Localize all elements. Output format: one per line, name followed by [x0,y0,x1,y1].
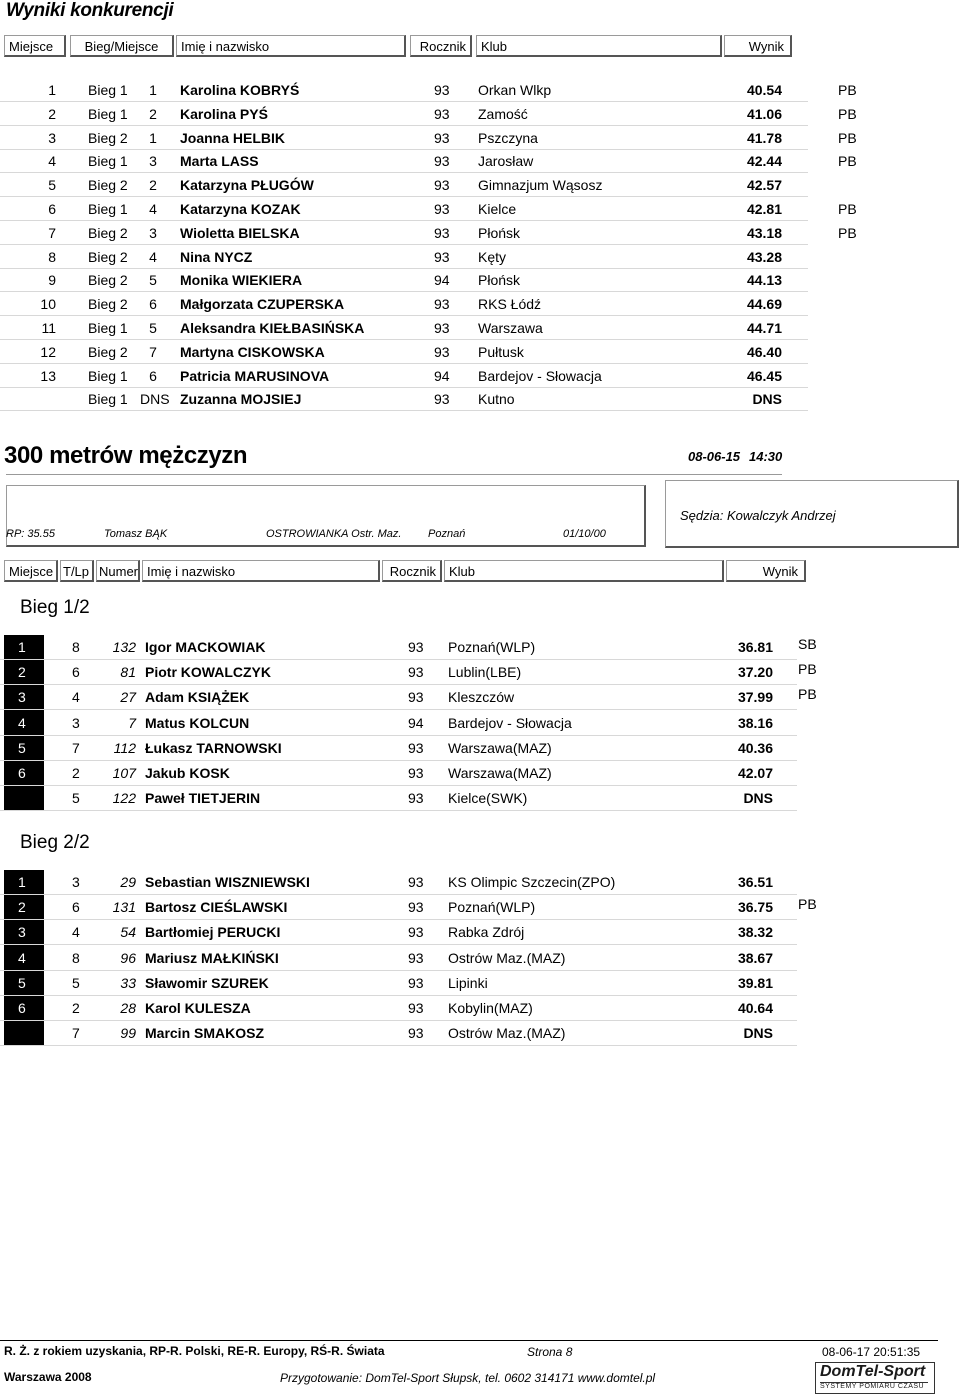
club-cell: Zamość [478,105,528,122]
footer-separator [0,1340,938,1341]
heat-place-cell: 1 [149,129,157,146]
result-cell: 40.36 [737,739,773,756]
bib-number: 112 [113,739,136,756]
lane-cell: 5 [72,790,80,807]
rp-date: 01/10/00 [563,528,606,540]
year-cell: 93 [408,639,424,655]
heat-cell: Bieg 1 [88,82,128,98]
table-row [0,364,808,388]
club-cell: Pszczyna [478,129,538,146]
club-cell: KS Olimpic Szczecin(ZPO) [448,874,616,890]
athlete-name: Katarzyna PŁUGÓW [180,177,314,194]
bib-number: 27 [120,689,136,706]
result-cell: 43.28 [746,248,782,265]
place-cell: 5 [18,974,26,991]
header2-name: Imię i nazwisko [142,560,380,582]
place-cell: 11 [41,320,56,336]
athlete-name: Karolina PYŚ [180,105,268,122]
heat-cell: Bieg 1 [88,153,128,170]
club-cell: Bardejov - Słowacja [448,714,572,731]
club-cell: Płońsk [478,272,521,289]
place-cell: 3 [48,129,56,146]
result-cell: 44.13 [746,272,782,289]
heat-cell: Bieg 2 [88,177,128,194]
club-cell: Kęty [478,248,507,265]
event-title: 300 metrów mężczyzn [4,442,248,469]
heat-cell: Bieg 1 [88,320,128,336]
heat-place-cell: 3 [149,153,157,170]
athlete-name: Monika WIEKIERA [180,272,303,289]
club-cell: Orkan Wlkp [478,82,552,98]
result-cell: 36.81 [737,639,773,655]
footer-prepared: Przygotowanie: DomTel-Sport Słupsk, tel. 0602 314171 www.domtel.pl [280,1371,656,1385]
result-cell: 42.57 [746,177,782,194]
bib-number: 81 [120,664,136,681]
table-row [0,996,797,1021]
year-cell: 93 [408,949,424,966]
athlete-name: Mariusz MAŁKIŃSKI [145,949,279,966]
record-note: PB [838,82,857,98]
table-row [0,660,797,685]
year-cell: 93 [434,105,450,122]
year-cell: 93 [408,1025,424,1042]
result-cell: 38.67 [737,949,773,966]
place-cell: 2 [48,105,56,122]
bib-number: 28 [120,1000,136,1016]
place-cell: 12 [40,343,56,360]
header2-wynik: Wynik [726,560,806,582]
year-cell: 93 [434,153,450,170]
heat1-title: Bieg 1/2 [20,597,90,618]
club-cell: Kielce(SWK) [448,790,528,807]
heat-place-cell: 6 [149,296,157,313]
record-note: PB [838,201,857,217]
rp-club: OSTROWIANKA Ostr. Maz. [266,528,402,540]
page-title: Wyniki konkurencji [6,0,174,21]
heat-cell: Bieg 1 [88,201,128,217]
table-row [0,635,797,660]
athlete-name: Bartosz CIEŚLAWSKI [145,899,288,916]
place-cell: 13 [40,367,56,384]
bib-number: 99 [120,1025,136,1042]
club-cell: Kielce [478,201,517,217]
result-cell: 40.64 [737,1000,773,1016]
club-cell: Kutno [478,391,515,408]
table-row [0,1021,797,1046]
lane-cell: 3 [72,874,80,890]
place-cell: 6 [48,201,56,217]
club-cell: Warszawa [478,320,543,336]
result-cell: 37.99 [737,689,773,706]
athlete-name: Aleksandra KIEŁBASIŃSKA [180,320,365,336]
heat2-title: Bieg 2/2 [20,832,90,853]
bib-number: 122 [112,790,136,807]
result-cell: DNS [752,391,782,408]
title-separator [6,474,782,475]
rp-label [6,528,55,540]
bib-number: 29 [120,874,136,890]
year-cell: 93 [408,974,424,991]
table-row [0,268,808,292]
year-cell: 93 [434,248,450,265]
result-cell: 42.81 [746,201,782,217]
heat-place-cell: 3 [149,224,157,241]
athlete-name: Wioletta BIELSKA [180,224,300,241]
result-cell: 41.78 [746,129,782,146]
bib-number: 33 [120,974,136,991]
result-cell: 36.75 [737,899,773,916]
header-wynik: Wynik [724,35,792,57]
header2-tlp: T/Lp [60,560,94,582]
place-cell: 9 [48,272,56,289]
athlete-name: Jakub KOSK [145,765,230,781]
year-cell: 93 [408,739,424,756]
table-row [0,245,808,269]
footer-location: Warszawa 2008 [4,1370,92,1384]
event-time: 14:30 [749,449,783,464]
lane-cell: 3 [72,714,80,731]
bib-number: 131 [112,899,136,916]
club-cell: Lublin(LBE) [448,664,522,681]
year-cell: 93 [434,343,450,360]
header-name: Imię i nazwisko [176,35,406,57]
year-cell: 94 [434,272,450,289]
lane-cell: 5 [72,974,80,991]
result-cell: 41.06 [746,105,782,122]
athlete-name: Nina NYCZ [180,248,253,265]
athlete-name: Karolina KOBRYŚ [180,82,300,98]
club-cell: Warszawa(MAZ) [448,765,552,781]
year-cell: 93 [434,224,450,241]
year-cell: 93 [408,924,424,941]
logo-sub-text: SYSTEMY POMIARU CZASU [820,1383,925,1390]
club-cell: RKS Łódź [478,296,542,313]
heat-place-cell: DNS [140,391,170,408]
year-cell: 93 [434,296,450,313]
result-cell: 36.51 [737,874,773,890]
heat-place-cell: 4 [149,248,157,265]
place-cell: 6 [18,1000,26,1016]
header-miejsce: Miejsce [4,35,66,57]
table-row [0,292,808,316]
athlete-name: Marta LASS [180,153,259,170]
athlete-name: Zuzanna MOJSIEJ [180,391,302,408]
place-cell: 3 [18,689,26,706]
club-cell: Ostrów Maz.(MAZ) [448,1025,566,1042]
year-cell: 93 [434,129,450,146]
rp-city: Poznań [428,528,466,540]
table-row [0,102,808,126]
footer-page: Strona 8 [527,1345,573,1359]
place-cell: 2 [18,664,26,681]
heat-cell: Bieg 2 [88,248,128,265]
bib-number: 132 [112,639,136,655]
athlete-name: Sławomir SZUREK [145,974,269,991]
place-cell: 5 [48,177,56,194]
club-cell: Jarosław [478,153,534,170]
bib-number: 54 [120,924,136,941]
result-cell: DNS [743,790,773,807]
judge-name: Sędzia: Kowalczyk Andrzej [680,508,836,523]
lane-cell: 4 [72,689,80,706]
lane-cell: 2 [72,1000,80,1016]
year-cell: 94 [408,714,424,731]
place-cell: 1 [18,874,26,890]
table-row [0,786,797,811]
club-cell: Płońsk [478,224,521,241]
athlete-name: Katarzyna KOZAK [180,201,301,217]
header2-miejsce: Miejsce [4,560,58,582]
header-klub: Klub [476,35,722,57]
heat-cell: Bieg 2 [88,296,128,313]
heat-cell: Bieg 2 [88,343,128,360]
result-cell: 44.69 [746,296,782,313]
rp-name: Tomasz BĄK [104,528,168,540]
heat-cell: Bieg 2 [88,224,128,241]
athlete-name: Bartłomiej PERUCKI [145,924,281,941]
record-note: PB [798,686,817,703]
record-note: PB [838,153,857,170]
heat-place-cell: 4 [149,201,157,217]
heat-place-cell: 6 [149,367,157,384]
place-cell: 1 [48,82,56,98]
club-cell: Bardejov - Słowacja [478,367,602,384]
result-cell: 38.16 [737,714,773,731]
heat-place-cell: 2 [149,177,157,194]
table-row [0,920,797,945]
year-cell: 93 [408,664,424,681]
table-row [0,78,808,102]
header-rocznik: Rocznik [410,35,472,57]
year-cell: 93 [434,82,450,98]
athlete-name: Igor MACKOWIAK [145,639,266,655]
place-cell: 4 [48,153,56,170]
table-row [0,173,808,197]
club-cell: Warszawa(MAZ) [448,739,552,756]
result-cell: 46.45 [746,367,782,384]
result-cell: 38.32 [737,924,773,941]
record-note: PB [838,224,857,241]
table-row [0,221,808,245]
heat-place-cell: 5 [149,320,157,336]
club-cell: Poznań(WLP) [448,639,536,655]
logo-main-text: DomTel-Sport [820,1363,926,1380]
table-row [0,761,797,786]
table-row [0,895,797,920]
result-cell: 44.71 [746,320,782,336]
record-note: SB [798,636,817,652]
athlete-name: Matus KOLCUN [145,714,250,731]
athlete-name: Piotr KOWALCZYK [145,664,271,681]
header2-klub: Klub [444,560,724,582]
heat-cell: Bieg 2 [88,129,128,146]
club-cell: Poznań(WLP) [448,899,536,916]
place-cell: 2 [18,899,26,916]
heat-place-cell: 2 [149,105,157,122]
result-cell: 42.07 [737,765,773,781]
athlete-name: Joanna HELBIK [180,129,286,146]
lane-cell: 6 [72,899,80,916]
place-cell: 4 [18,949,26,966]
table-row [0,736,797,761]
record-note: PB [838,105,857,122]
year-cell: 93 [408,1000,424,1016]
result-cell: 37.20 [737,664,773,681]
athlete-name: Karol KULESZA [145,1000,251,1016]
year-cell: 93 [434,201,450,217]
record-note: PB [838,129,857,146]
lane-cell: 4 [72,924,80,941]
heat-cell: Bieg 1 [88,105,128,122]
club-cell: Ostrów Maz.(MAZ) [448,949,566,966]
record-note: PB [798,661,817,678]
year-cell: 94 [434,367,450,384]
event-date: 08-06-15 [688,449,741,464]
result-cell: DNS [743,1025,773,1042]
athlete-name: Łukasz TARNOWSKI [145,739,282,756]
year-cell: 93 [434,391,450,408]
table-row [0,149,808,173]
footer-legend: R. Ż. z rokiem uzyskania, RP-R. Polski, RE-R. Europy, RŚ-R. Świata [4,1344,385,1358]
bib-number: 107 [112,765,136,781]
athlete-name: Martyna CISKOWSKA [180,343,325,360]
heat-place-cell: 5 [149,272,157,289]
lane-cell: 2 [72,765,80,781]
lane-cell: 8 [72,639,80,655]
athlete-name: Marcin SMAKOSZ [145,1025,265,1042]
table-row [0,946,797,971]
result-cell: 46.40 [746,343,782,360]
table-row [0,685,797,710]
table-row [0,197,808,221]
athlete-name: Adam KSIĄŻEK [145,689,250,706]
athlete-name: Sebastian WISZNIEWSKI [145,874,310,890]
heat-place-cell: 1 [149,82,157,98]
lane-cell: 7 [72,1025,80,1042]
table-row [0,870,797,895]
place-cell: 5 [18,739,26,756]
year-cell: 93 [408,765,424,781]
club-cell: Kobylin(MAZ) [448,1000,533,1016]
athlete-name: Patricia MARUSINOVA [180,367,330,384]
year-cell: 93 [408,790,424,807]
bib-number: 7 [128,714,136,731]
place-cell: 10 [40,296,56,313]
place-cell: 6 [18,765,26,781]
club-cell: Pułtusk [478,343,524,360]
footer-timestamp: 08-06-17 20:51:35 [822,1345,921,1359]
place-cell: 4 [18,714,26,731]
result-cell: 42.44 [746,153,782,170]
lane-cell: 8 [72,949,80,966]
lane-cell: 6 [72,664,80,681]
heat-place-cell: 7 [149,343,157,360]
place-cell: 3 [18,924,26,941]
year-cell: 93 [434,320,450,336]
table-row [0,971,797,996]
club-cell: Gimnazjum Wąsosz [478,177,603,194]
domtel-logo [815,1362,935,1394]
year-cell: 93 [408,689,424,706]
heat-cell: Bieg 1 [88,367,128,384]
club-cell: Rabka Zdrój [448,924,525,941]
table-row [0,387,808,411]
table-row [0,711,797,736]
table-row [0,316,808,340]
header-bieg-miejsce: Bieg/Miejsce [70,35,174,57]
lane-cell: 7 [72,739,80,756]
heat-cell: Bieg 1 [88,391,128,408]
place-cell: 1 [18,639,26,655]
bib-number: 96 [120,949,136,966]
club-cell: Lipinki [448,974,488,991]
athlete-name: Paweł TIETJERIN [145,790,261,807]
athlete-name: Małgorzata CZUPERSKA [180,296,345,313]
table-row [0,126,808,150]
year-cell: 93 [408,899,424,916]
place-cell: 7 [48,224,56,241]
header2-rocznik: Rocznik [382,560,442,582]
result-cell: 39.81 [737,974,773,991]
rp-value: 35.55 [27,528,55,540]
header2-numer: Numer [96,560,140,582]
place-cell: 8 [48,248,56,265]
table-row [0,340,808,364]
rp-label-text: RP: [6,528,25,540]
year-cell: 93 [408,874,424,890]
record-note: PB [798,896,817,913]
club-cell: Kleszczów [448,689,515,706]
heat-cell: Bieg 2 [88,272,128,289]
result-cell: 40.54 [746,82,782,98]
year-cell: 93 [434,177,450,194]
result-cell: 43.18 [746,224,782,241]
